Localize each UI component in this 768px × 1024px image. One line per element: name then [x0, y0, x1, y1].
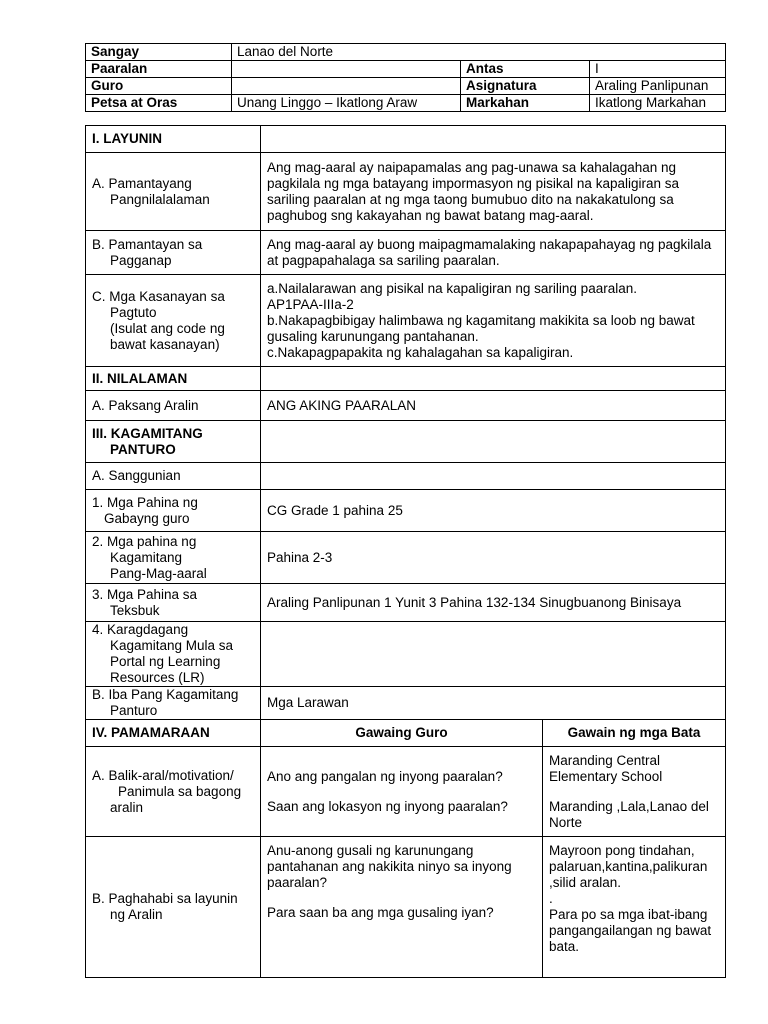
paghahabi-label: B. Paghahabi sa layunin ng Aralin — [86, 837, 261, 978]
balik-aral-guro: Ano ang pangalan ng inyong paaralan? Saan ang lokasyon ng inyong paaralan? — [261, 747, 543, 837]
markahan-value: Ikatlong Markahan — [590, 95, 726, 112]
layunin-b-text: Ang mag-aaral ay buong maipagmamalaking nakapapahayag ng pagkilala at pagpapahalaga sa sariling paaralan. — [261, 231, 726, 275]
balik-aral-label: A. Balik-aral/motivation/ Panimula sa bagong aralin — [86, 747, 261, 837]
paaralan-label: Paaralan — [86, 61, 232, 78]
lr-portal-value — [261, 622, 726, 687]
guro-value — [232, 78, 461, 95]
petsa-label: Petsa at Oras — [86, 95, 232, 112]
gawain-bata-header: Gawain ng mga Bata — [543, 720, 726, 747]
sanggunian-row — [86, 463, 726, 490]
nilalaman-heading-empty — [261, 367, 726, 391]
iba-pang-kagamitan-label: B. Iba Pang Kagamitang Panturo — [86, 687, 261, 720]
sangay-value: Lanao del Norte — [232, 44, 726, 61]
header-row-petsa — [86, 95, 726, 112]
layunin-b-row — [86, 231, 726, 275]
teksbuk-value: Araling Panlipunan 1 Yunit 3 Pahina 132-134 Sinugbuanong Binisaya — [261, 584, 726, 622]
iba-pang-kagamitan-value: Mga Larawan — [261, 687, 726, 720]
sanggunian-empty — [261, 463, 726, 490]
layunin-a-text: Ang mag-aaral ay naipapamalas ang pag-unawa sa kahalagahan ng pagkilala ng mga batayang impormasyon ng pisikal na kapaligiran sa sariling paaralan at ng mga taong bumubuo dito na nakakatulong sa paghubog sng kakayahan ng bawat batang mag-aaral. — [261, 153, 726, 231]
gabay-guro-value: CG Grade 1 pahina 25 — [261, 490, 726, 532]
antas-label: Antas — [461, 61, 590, 78]
layunin-b-label: B. Pamantayan sa Pagganap — [86, 231, 261, 275]
teksbuk-row — [86, 584, 726, 622]
paksang-aralin-row — [86, 391, 726, 421]
lr-portal-row — [86, 622, 726, 687]
layunin-a-label: A. Pamantayang Pangnilalalaman — [86, 153, 261, 231]
header-row-guro — [86, 78, 726, 95]
paaralan-value — [232, 61, 461, 78]
kagamitan-heading-row — [86, 421, 726, 463]
lr-portal-label: 4. Karagdagang Kagamitang Mula sa Portal ng Learning Resources (LR) — [86, 622, 261, 687]
nilalaman-heading-row — [86, 367, 726, 391]
guro-label: Guro — [86, 78, 232, 95]
teksbuk-label: 3. Mga Pahina sa Teksbuk — [86, 584, 261, 622]
sangay-label: Sangay — [86, 44, 232, 61]
kagamitan-heading: III. KAGAMITANG PANTURO — [86, 421, 261, 463]
petsa-value: Unang Linggo – Ikatlong Araw — [232, 95, 461, 112]
header-row-paaralan — [86, 61, 726, 78]
layunin-a-row — [86, 153, 726, 231]
kagamitang-mag-aaral-value: Pahina 2-3 — [261, 532, 726, 584]
layunin-heading-row — [86, 126, 726, 153]
layunin-heading: I. LAYUNIN — [86, 126, 261, 153]
kagamitan-heading-empty — [261, 421, 726, 463]
gawaing-guro-header: Gawaing Guro — [261, 720, 543, 747]
header-table — [85, 43, 726, 112]
paghahabi-bata: Mayroon pong tindahan, palaruan,kantina,palikuran ,silid aralan. . Para po sa mga ibat-ibang pangangailangan ng bawat bata. — [543, 837, 726, 978]
lesson-plan-table — [85, 125, 726, 978]
balik-aral-row — [86, 747, 726, 837]
layunin-c-label: C. Mga Kasanayan sa Pagtuto (Isulat ang code ng bawat kasanayan) — [86, 275, 261, 367]
iba-pang-kagamitan-row — [86, 687, 726, 720]
header-row-sangay — [86, 44, 726, 61]
layunin-c-row — [86, 275, 726, 367]
paghahabi-guro: Anu-anong gusali ng karunungang pantahanan ang nakikita ninyo sa inyong paaralan? Para saan ba ang mga gusaling iyan? — [261, 837, 543, 978]
pamamaraan-heading-row — [86, 720, 726, 747]
kagamitang-mag-aaral-row — [86, 532, 726, 584]
sanggunian-label: A. Sanggunian — [86, 463, 261, 490]
gabay-guro-row — [86, 490, 726, 532]
asignatura-label: Asignatura — [461, 78, 590, 95]
nilalaman-heading: II. NILALAMAN — [86, 367, 261, 391]
antas-value: I — [590, 61, 726, 78]
paksang-aralin-label: A. Paksang Aralin — [86, 391, 261, 421]
markahan-label: Markahan — [461, 95, 590, 112]
paksang-aralin-value: ANG AKING PAARALAN — [261, 391, 726, 421]
layunin-heading-empty — [261, 126, 726, 153]
pamamaraan-heading: IV. PAMAMARAAN — [86, 720, 261, 747]
balik-aral-bata: Maranding Central Elementary School Maranding ,Lala,Lanao del Norte — [543, 747, 726, 837]
layunin-c-text: a.Nailalarawan ang pisikal na kapaligiran ng sariling paaralan. AP1PAA-IIIa-2 b.Nakapagbibigay halimbawa ng kagamitang makikita sa loob ng bawat gusaling karunungang pantahanan. c.Nakapagpapakita ng kahalagahan sa kapaligiran. — [261, 275, 726, 367]
gabay-guro-label: 1. Mga Pahina ng Gabayng guro — [86, 490, 261, 532]
asignatura-value: Araling Panlipunan — [590, 78, 726, 95]
paghahabi-row — [86, 837, 726, 978]
kagamitang-mag-aaral-label: 2. Mga pahina ng Kagamitang Pang-Mag-aaral — [86, 532, 261, 584]
